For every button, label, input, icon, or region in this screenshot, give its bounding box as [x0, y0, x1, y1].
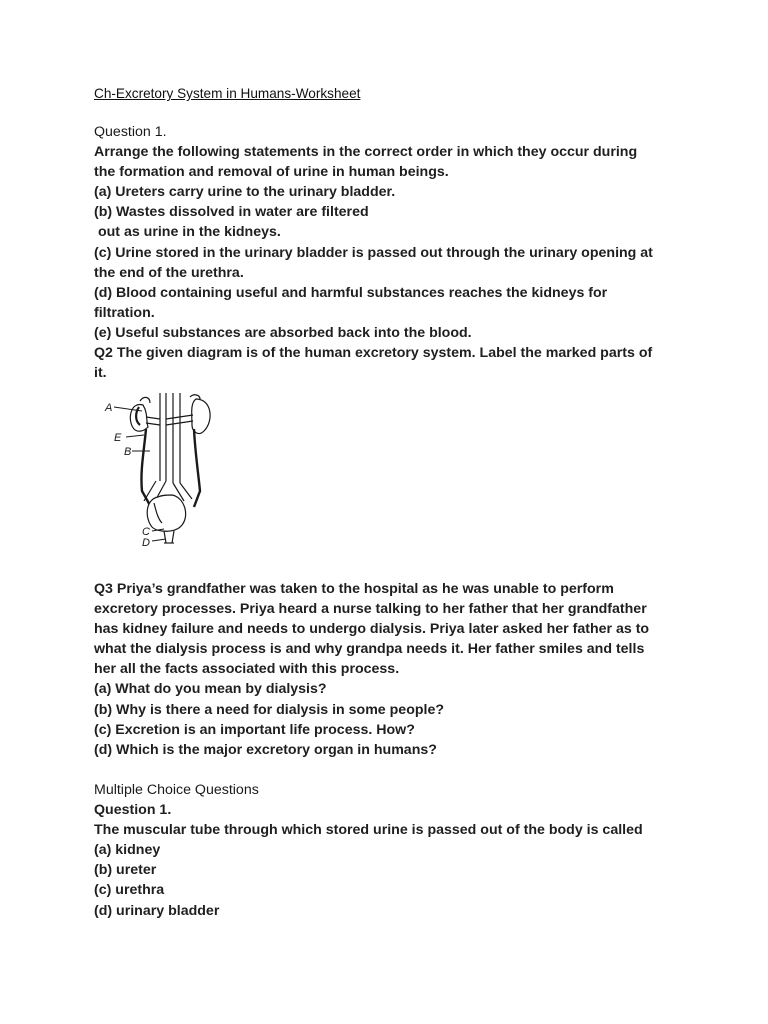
diagram-label-b: B — [124, 446, 132, 458]
question-1-option: the end of the urethra. — [94, 264, 244, 281]
question-1-section — [94, 122, 684, 383]
mcq-question-1-heading: Question 1. — [94, 802, 172, 819]
question-3-prompt-line: Q3 Priya’s grandfather was taken to the hospital as he was unable to perform — [94, 581, 614, 597]
mcq-option: (b) ureter — [94, 862, 157, 879]
mcq-option: (d) urinary bladder — [94, 902, 220, 919]
question-1-option: (d) Blood containing useful and harmful substances reaches the kidneys for — [94, 284, 608, 301]
question-3-prompt-line: excretory processes. Priya heard a nurse talking to her father that her grandfather — [94, 601, 647, 618]
mcq-section — [94, 780, 684, 921]
diagram-label-d: D — [142, 537, 150, 549]
question-3-part: (c) Excretion is an important life process. How? — [94, 721, 415, 738]
question-3-part: (a) What do you mean by dialysis? — [94, 681, 327, 698]
worksheet-title: Ch-Excretory System in Humans-Worksheet — [94, 86, 361, 101]
question-3-prompt-line: what the dialysis process is and why grandpa needs it. Her father smiles and tells — [94, 641, 645, 658]
question-1-heading: Question 1. — [94, 124, 167, 140]
question-2-prompt-line: it. — [94, 365, 107, 382]
question-3-prompt-line: has kidney failure and needs to undergo dialysis. Priya later asked her father as to — [94, 621, 650, 638]
question-1-option: (c) Urine stored in the urinary bladder is passed out through the urinary opening at — [94, 244, 653, 261]
question-3-prompt-line: her all the facts associated with this process. — [94, 661, 400, 678]
question-1-option: (b) Wastes dissolved in water are filtered — [94, 204, 369, 221]
diagram-label-a: A — [105, 402, 113, 414]
mcq-option: (c) urethra — [94, 882, 165, 899]
diagram-label-e: E — [114, 432, 122, 444]
diagram-label-c: C — [142, 526, 150, 538]
mcq-question-1-prompt: The muscular tube through which stored urine is passed out of the body is called — [94, 822, 643, 839]
question-3-part: (b) Why is there a need for dialysis in some people? — [94, 701, 445, 718]
mcq-heading: Multiple Choice Questions — [94, 782, 259, 798]
question-1-prompt-line: the formation and removal of urine in human beings. — [94, 164, 449, 181]
question-1-option: filtration. — [94, 304, 155, 321]
question-1-option: (a) Ureters carry urine to the urinary bladder. — [94, 184, 396, 201]
mcq-option: (a) kidney — [94, 842, 161, 859]
question-3-part: (d) Which is the major excretory organ in humans? — [94, 741, 437, 758]
excretory-system-diagram — [100, 391, 220, 551]
question-1-prompt-line: Arrange the following statements in the correct order in which they occur during — [94, 144, 638, 161]
question-2-prompt-line: Q2 The given diagram is of the human excretory system. Label the marked parts of — [94, 345, 653, 362]
question-3-section — [94, 579, 684, 760]
question-1-option: (e) Useful substances are absorbed back into the blood. — [94, 324, 472, 341]
question-1-option: out as urine in the kidneys. — [94, 224, 281, 241]
